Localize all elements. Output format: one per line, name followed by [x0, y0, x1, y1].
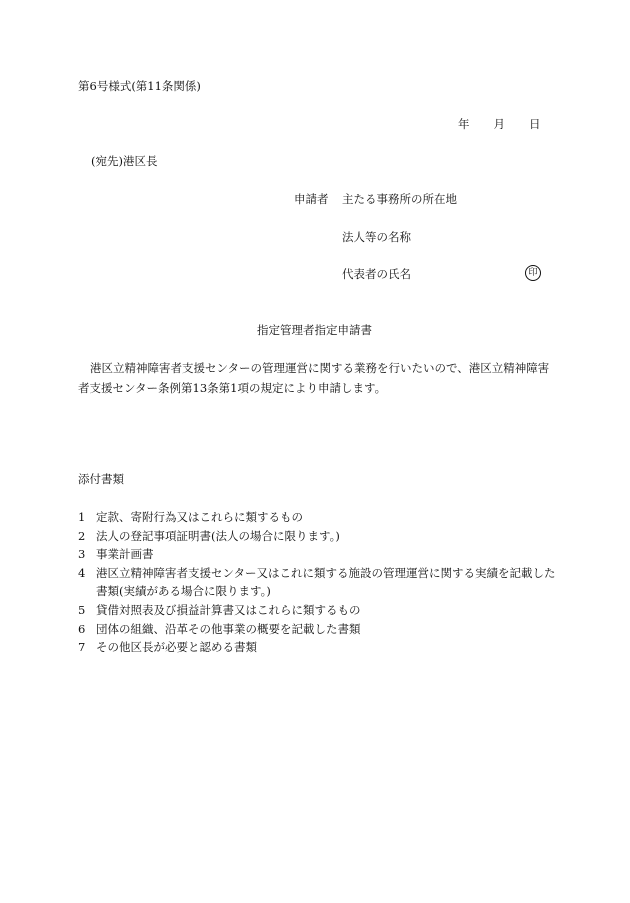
org-name-label: 法人等の名称 — [342, 230, 411, 244]
attachments-heading: 添付書類 — [78, 472, 124, 486]
representative-name-label: 代表者の氏名 — [342, 267, 411, 281]
list-item: 7 その他区長が必要と認める書類 — [78, 640, 257, 655]
addressee: (宛先)港区長 — [91, 154, 158, 168]
list-item: 6 団体の組織、沿革その他事業の概要を記載した書類 — [78, 621, 361, 636]
date-line — [458, 118, 541, 132]
applicant-label: 申請者 — [294, 192, 329, 206]
list-item: 4 港区立精神障害者支援センター又はこれに類する施設の管理運営に関する実績を記載した書類(実績がある場合に限ります。) — [78, 565, 556, 599]
list-item: 5 貸借対照表及び損益計算書又はこれらに類するもの — [78, 602, 361, 617]
office-address-label: 主たる事務所の所在地 — [342, 192, 457, 206]
date-day-label: 日 — [529, 117, 541, 131]
date-month-label: 月 — [493, 117, 505, 131]
form-number: 第6号様式(第11条関係) — [78, 79, 201, 93]
seal-icon: 印 — [525, 265, 541, 281]
document-title: 指定管理者指定申請書 — [257, 323, 372, 337]
date-year-label: 年 — [458, 117, 470, 131]
attachments-list — [78, 508, 558, 657]
application-body: 港区立精神障害者支援センターの管理運営に関する業務を行いたいので、港区立精神障害者支援センター条例第13条第1項の規定により申請します。 — [78, 361, 550, 395]
list-item: 3 事業計画書 — [78, 547, 154, 562]
list-item: 2 法人の登記事項証明書(法人の場合に限ります。) — [78, 528, 340, 543]
list-item: 1 定款、寄附行為又はこれらに類するもの — [78, 510, 303, 524]
